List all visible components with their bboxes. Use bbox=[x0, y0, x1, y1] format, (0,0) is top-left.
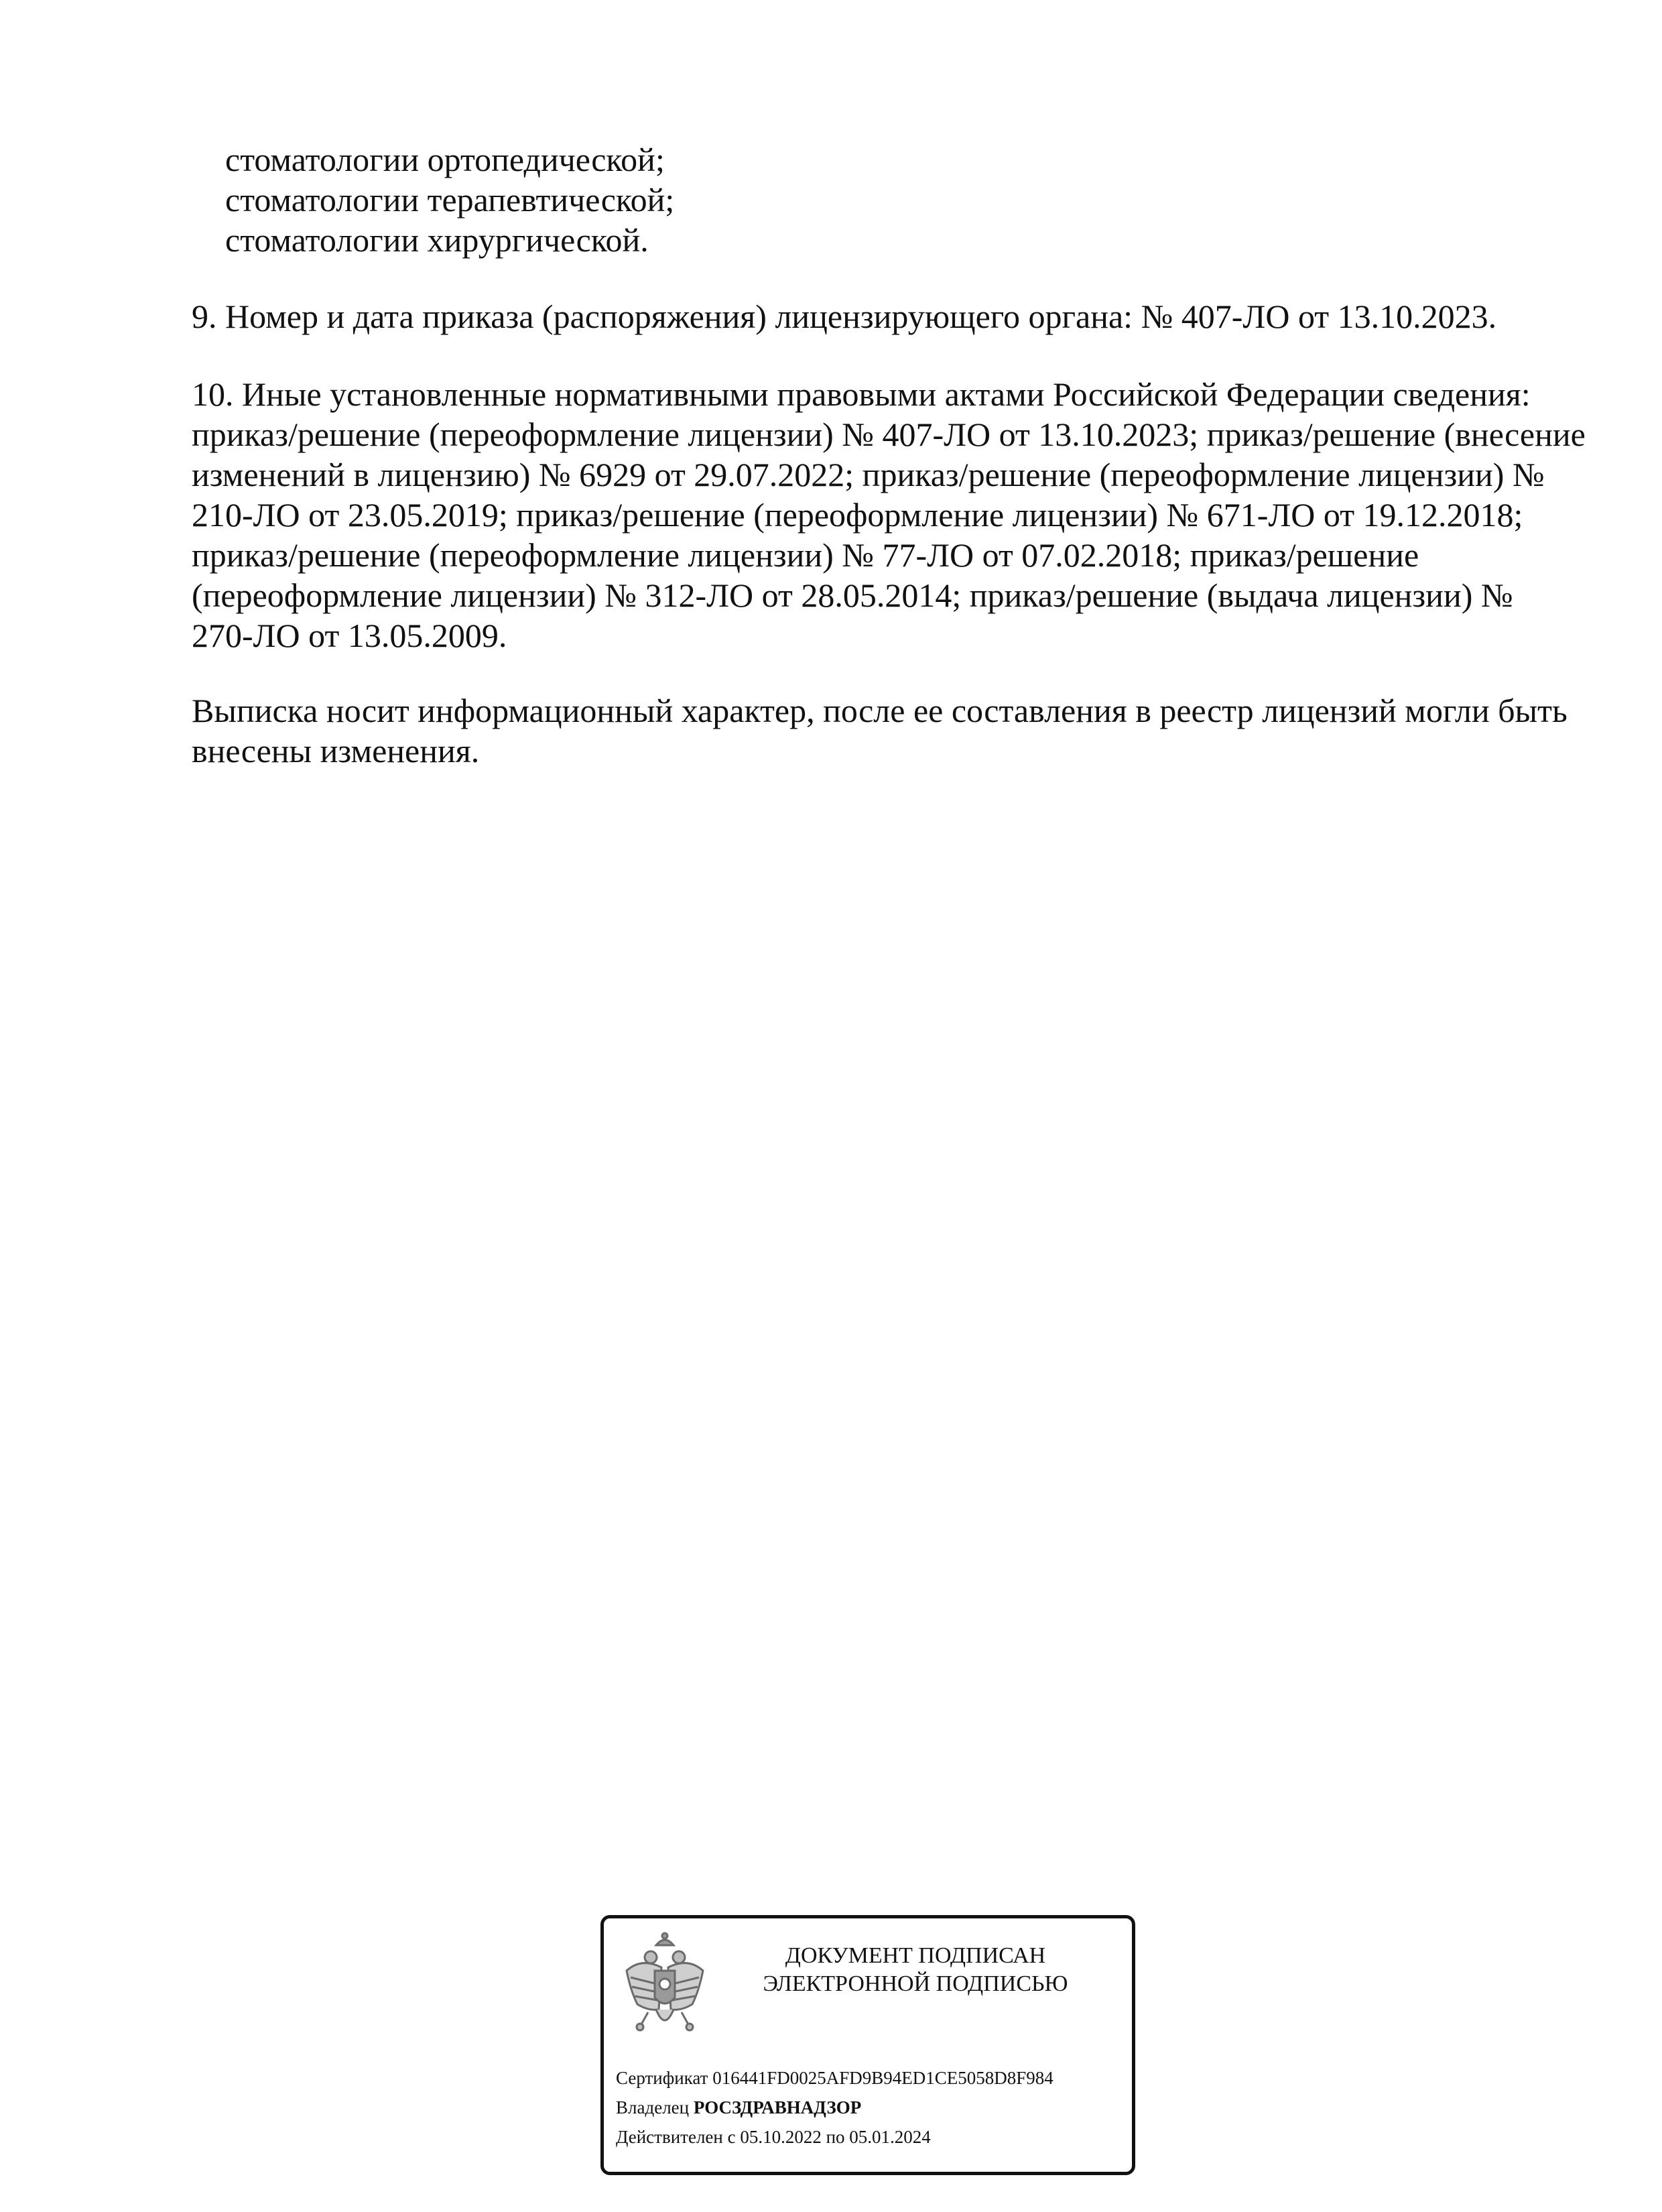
other-info-line: приказ/решение (переоформление лицензии) № 77-ЛО от 07.02.2018; приказ/решение bbox=[192, 536, 1419, 574]
owner-value: РОСЗДРАВНАДЗОР bbox=[693, 2097, 862, 2117]
specialty-item: стоматологии хирургической. bbox=[225, 221, 649, 259]
other-info-line: приказ/решение (переоформление лицензии) № 407-ЛО от 13.10.2023; приказ/решение (внесение bbox=[192, 416, 1586, 453]
informational-note: внесены изменения. bbox=[192, 732, 480, 770]
certificate-line bbox=[616, 2067, 1053, 2089]
other-info-line: (переоформление лицензии) № 312-ЛО от 28.05.2014; приказ/решение (выдача лицензии) № bbox=[192, 576, 1513, 614]
specialty-item: стоматологии ортопедической; bbox=[225, 141, 665, 178]
validity-line: Действителен с 05.10.2022 по 05.01.2024 bbox=[616, 2127, 931, 2147]
electronic-signature-stamp bbox=[600, 1915, 1135, 2175]
coat-of-arms-icon bbox=[621, 1930, 708, 2044]
stamp-heading: ЭЛЕКТРОННОЙ ПОДПИСЬЮ bbox=[763, 1971, 1068, 1996]
certificate-value: 016441FD0025AFD9B94ED1CE5058D8F984 bbox=[712, 2068, 1053, 2088]
order-number-date: 9. Номер и дата приказа (распоряжения) лицензирующего органа: № 407-ЛО от 13.10.2023. bbox=[192, 298, 1497, 335]
owner-label: Владелец bbox=[616, 2097, 690, 2117]
informational-note: Выписка носит информационный характер, после ее составления в реестр лицензий могли быть bbox=[192, 692, 1568, 729]
stamp-heading: ДОКУМЕНТ ПОДПИСАН bbox=[785, 1943, 1046, 1968]
other-info-line: 270-ЛО от 13.05.2009. bbox=[192, 617, 507, 654]
specialty-item: стоматологии терапевтической; bbox=[225, 181, 675, 219]
owner-line bbox=[616, 2097, 861, 2118]
other-info-line: 210-ЛО от 23.05.2019; приказ/решение (переоформление лицензии) № 671-ЛО от 19.12.2018; bbox=[192, 496, 1523, 534]
other-info-line: 10. Иные установленные нормативными правовыми актами Российской Федерации сведения: bbox=[192, 375, 1531, 413]
certificate-label: Сертификат bbox=[616, 2068, 708, 2088]
other-info-line: изменений в лицензию) № 6929 от 29.07.2022; приказ/решение (переоформление лицензии) № bbox=[192, 456, 1545, 493]
